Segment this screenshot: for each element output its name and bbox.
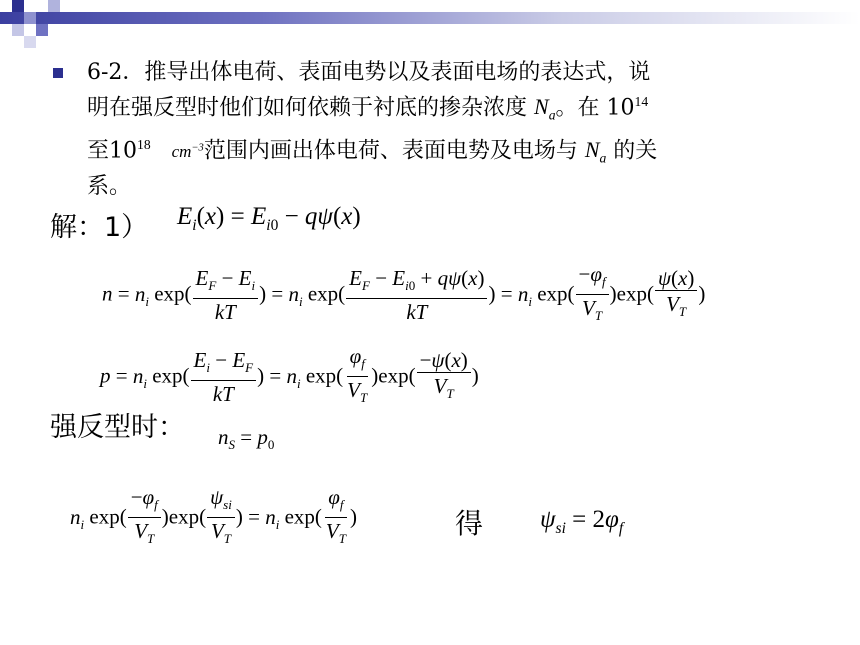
decor-square-4 [36,24,48,36]
decor-square-2 [24,12,36,24]
decor-square-1 [12,0,24,12]
decor-square-5 [24,36,36,48]
Na-symbol-2: $N_a$ [584,137,607,166]
equation-Ei: $E_i(x) = E_{i0} - q\psi(x)$ [177,203,361,234]
question-line-4: 系。 [87,174,132,200]
equation-nS: $n_S = p_0$ [218,425,275,453]
unit-cm: $cm^{-3}$ [171,142,204,162]
question-line-2: 明在强反型时他们如何依赖于衬底的掺杂浓度 $N_a$。在 $10^{14}$ [87,94,649,123]
Na-symbol: $N_a$ [534,94,556,123]
question-line-1: 6-2．推导出体电荷、表面电势以及表面电场的表达式，说 [87,60,651,85]
question-line-3: 至$10^{18}$ $cm^{-3}$范围内画出体电荷、表面电势及电场与 $N_a$ 的关 [87,136,658,166]
solution-heading: 解：1） [50,212,149,243]
equation-balance: $n_i$ exp( $\frac{-\varphi_f}{V_T}$ )exp( $\frac{\psi_{si}}{V_T}$ ) = $n_i$ exp( $\frac{\varphi_f}{V_T}$ ) [70,485,357,547]
equation-p: $p = n_i$ exp( $\frac{E_i - E_F}{kT}$ ) = $n_i$ exp( $\frac{\varphi_f}{V_T}$ )exp( $\frac{-\psi(x)}{V_T}$ ) [100,344,479,407]
decor-square-6 [48,0,60,12]
de-label: 得 [455,507,484,540]
header-gradient-bar [0,12,860,24]
strong-inversion-heading: 强反型时： [50,412,185,443]
equation-n: $n = n_i$ exp( $\frac{E_F - E_i}{kT}$ ) = $n_i$ exp( $\frac{E_F - E_{i0} + q\psi(x)}{kT}$ ) = $n_i$ exp( $\frac{-\varphi_f}{V_T}$ )exp( $\frac{\psi(x)}{V_T}$ ) [102,262,706,325]
question-text [87,58,827,201]
decor-square-3 [12,24,24,36]
equation-psi-si: $\psi_{si} = 2\varphi_f$ [540,506,624,537]
bullet-square [53,68,63,78]
